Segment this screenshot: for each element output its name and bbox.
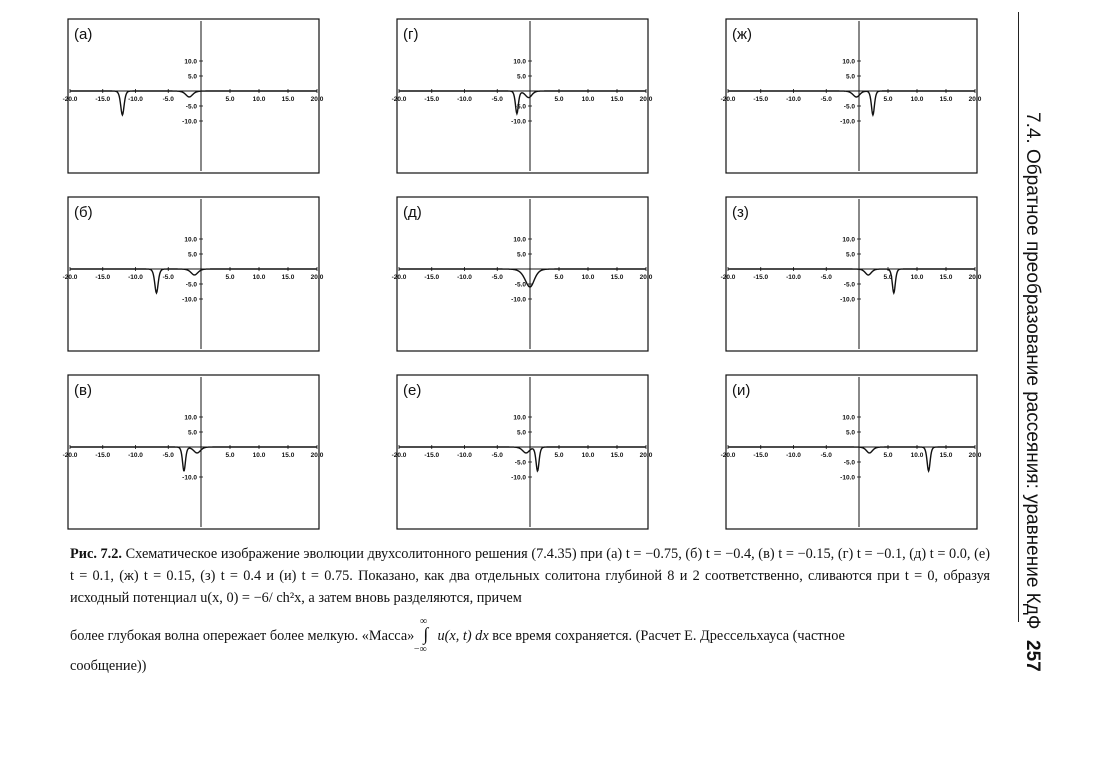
x-tick-label: -10.0: [128, 452, 143, 459]
x-tick-label: -5.0: [820, 452, 832, 459]
x-tick-label: 20.0: [310, 274, 324, 281]
y-tick-label: 5.0: [845, 251, 855, 259]
y-tick-label: -5.0: [185, 281, 197, 289]
panel-4: [392, 19, 653, 173]
panel-3: [63, 375, 324, 529]
x-tick-label: -10.0: [457, 452, 472, 459]
panel-label: (ж): [732, 26, 753, 43]
x-tick-label: 20.0: [310, 96, 324, 103]
integrand: u(x, t) dx: [437, 628, 489, 644]
y-tick-label: 10.0: [513, 236, 526, 244]
x-tick-label: -15.0: [95, 96, 111, 103]
x-tick-label: -10.0: [128, 96, 143, 103]
y-tick-label: -10.0: [840, 296, 855, 304]
panel-label: (в): [74, 382, 92, 399]
y-tick-label: -10.0: [182, 296, 197, 304]
x-tick-label: -20.0: [62, 274, 78, 281]
caption-label: Рис. 7.2.: [70, 546, 122, 562]
x-tick-label: 20.0: [310, 452, 324, 459]
y-tick-label: 5.0: [516, 251, 526, 259]
x-tick-label: -5.0: [491, 274, 503, 281]
integral-upper-limit: ∞: [419, 616, 428, 627]
x-tick-label: -10.0: [786, 274, 801, 281]
x-tick-label: 20.0: [968, 452, 982, 459]
y-tick-label: 5.0: [516, 73, 526, 81]
x-tick-label: -10.0: [457, 96, 472, 103]
x-tick-label: -5.0: [491, 96, 503, 103]
panel-label: (и): [732, 382, 751, 399]
x-tick-label: 20.0: [639, 274, 653, 281]
x-tick-label: 10.0: [581, 274, 595, 281]
y-tick-label: -5.0: [514, 281, 526, 289]
y-tick-label: -10.0: [511, 296, 526, 304]
x-tick-label: 10.0: [252, 274, 266, 281]
x-tick-label: -15.0: [424, 452, 440, 459]
panel-2: [63, 197, 324, 351]
x-tick-label: 15.0: [281, 274, 295, 281]
caption-text-3: все время сохраняется. (Расчет Е. Дрессельхауса (частное: [492, 628, 845, 644]
x-tick-label: -20.0: [62, 96, 78, 103]
y-tick-label: 5.0: [516, 429, 526, 437]
header-rule: [1018, 12, 1019, 622]
x-tick-label: 20.0: [968, 274, 982, 281]
x-tick-label: 5.0: [225, 274, 235, 281]
x-tick-label: -15.0: [424, 96, 440, 103]
x-tick-label: 5.0: [554, 274, 564, 281]
x-tick-label: 15.0: [939, 96, 953, 103]
x-tick-label: 15.0: [610, 96, 624, 103]
y-tick-label: -5.0: [514, 103, 526, 111]
x-tick-label: -5.0: [820, 274, 832, 281]
y-tick-label: -5.0: [843, 281, 855, 289]
x-tick-label: -15.0: [753, 452, 769, 459]
x-tick-label: -10.0: [786, 96, 801, 103]
x-tick-label: -5.0: [820, 96, 832, 103]
y-tick-label: 5.0: [845, 429, 855, 437]
panel-8: [721, 197, 982, 351]
x-tick-label: -15.0: [753, 96, 769, 103]
x-tick-label: 10.0: [581, 452, 595, 459]
y-tick-label: -10.0: [840, 474, 855, 482]
y-tick-label: 10.0: [513, 414, 526, 422]
y-tick-label: -10.0: [511, 118, 526, 126]
running-header-title: 7.4. Обратное преобразование рассеяния: уравнение КдФ: [1022, 112, 1043, 630]
y-tick-label: 5.0: [187, 251, 197, 259]
x-tick-label: 15.0: [281, 452, 295, 459]
x-tick-label: 15.0: [939, 452, 953, 459]
y-tick-label: -5.0: [843, 103, 855, 111]
x-tick-label: -5.0: [491, 452, 503, 459]
x-tick-label: 10.0: [252, 452, 266, 459]
y-tick-label: -10.0: [511, 474, 526, 482]
x-tick-label: 10.0: [252, 96, 266, 103]
integral-symbol: ∞ ∫ −∞: [418, 623, 434, 647]
integral-lower-limit: −∞: [413, 644, 427, 655]
panel-label: (е): [403, 382, 422, 399]
y-tick-label: 5.0: [187, 73, 197, 81]
y-tick-label: 5.0: [187, 429, 197, 437]
y-tick-label: -5.0: [514, 459, 526, 467]
panel-7: [721, 19, 982, 173]
x-tick-label: 15.0: [939, 274, 953, 281]
x-tick-label: -5.0: [162, 452, 174, 459]
y-tick-label: 10.0: [184, 414, 197, 422]
x-tick-label: 5.0: [225, 96, 235, 103]
x-tick-label: 10.0: [910, 452, 924, 459]
x-tick-label: -20.0: [391, 274, 407, 281]
x-tick-label: -20.0: [720, 96, 736, 103]
x-tick-label: 20.0: [639, 452, 653, 459]
y-tick-label: -10.0: [182, 474, 197, 482]
x-tick-label: 5.0: [554, 452, 564, 459]
y-tick-label: 10.0: [842, 236, 855, 244]
x-tick-label: 10.0: [910, 96, 924, 103]
x-tick-label: -5.0: [162, 274, 174, 281]
x-tick-label: 20.0: [968, 96, 982, 103]
x-tick-label: 15.0: [610, 274, 624, 281]
y-tick-label: 10.0: [842, 414, 855, 422]
caption-text-1: Схематическое изображение эволюции двухсолитонного решения (7.4.35) при (а) t = −0.75, (б) t = −0.4, (в) t = −0.15, (г) t = −0.1, (д) t = 0.0, (е) t = 0.1, (ж) t = 0.15, (з) t = 0.4 и (и) t = 0.75. Показано, как два отдельных солитона глубиной 8 и 2 соответственно, сливаются при t = 0, образуя исходный потенциал u(x, 0) = −6/ ch²x, а затем вновь разделяются, причем: [70, 546, 990, 606]
panel-1: [63, 19, 324, 173]
x-tick-label: -10.0: [457, 274, 472, 281]
x-tick-label: 10.0: [581, 96, 595, 103]
x-tick-label: 20.0: [639, 96, 653, 103]
x-tick-label: -20.0: [391, 452, 407, 459]
x-tick-label: -20.0: [391, 96, 407, 103]
panel-6: [392, 375, 653, 529]
y-tick-label: -10.0: [840, 118, 855, 126]
x-tick-label: -15.0: [95, 452, 111, 459]
panel-label: (а): [74, 26, 93, 43]
x-tick-label: 5.0: [225, 452, 235, 459]
x-tick-label: 5.0: [883, 96, 893, 103]
figure-caption: [70, 543, 990, 677]
x-tick-label: -5.0: [162, 96, 174, 103]
y-tick-label: -5.0: [843, 459, 855, 467]
caption-text-4: сообщение)): [70, 658, 147, 674]
y-tick-label: -10.0: [182, 118, 197, 126]
page-number: 257: [1022, 640, 1043, 672]
y-tick-label: -5.0: [185, 103, 197, 111]
x-tick-label: 5.0: [554, 96, 564, 103]
panel-9: [721, 375, 982, 529]
panel-5: [392, 197, 653, 351]
panel-label: (г): [403, 26, 419, 43]
y-tick-label: 10.0: [184, 58, 197, 66]
panel-label: (б): [74, 204, 93, 221]
x-tick-label: -15.0: [95, 274, 111, 281]
y-tick-label: 5.0: [845, 73, 855, 81]
x-tick-label: -15.0: [424, 274, 440, 281]
x-tick-label: -20.0: [720, 274, 736, 281]
x-tick-label: -20.0: [720, 452, 736, 459]
x-tick-label: 15.0: [610, 452, 624, 459]
x-tick-label: -15.0: [753, 274, 769, 281]
x-tick-label: 5.0: [883, 452, 893, 459]
x-tick-label: 15.0: [281, 96, 295, 103]
caption-text-2: более глубокая волна опережает более мелкую. «Масса»: [70, 628, 415, 644]
x-tick-label: -10.0: [786, 452, 801, 459]
x-tick-label: -10.0: [128, 274, 143, 281]
x-tick-label: 5.0: [883, 274, 893, 281]
x-tick-label: 10.0: [910, 274, 924, 281]
panel-label: (з): [732, 204, 749, 221]
y-tick-label: 10.0: [842, 58, 855, 66]
y-tick-label: 10.0: [513, 58, 526, 66]
y-tick-label: 10.0: [184, 236, 197, 244]
panel-label: (д): [403, 204, 422, 221]
x-tick-label: -20.0: [62, 452, 78, 459]
